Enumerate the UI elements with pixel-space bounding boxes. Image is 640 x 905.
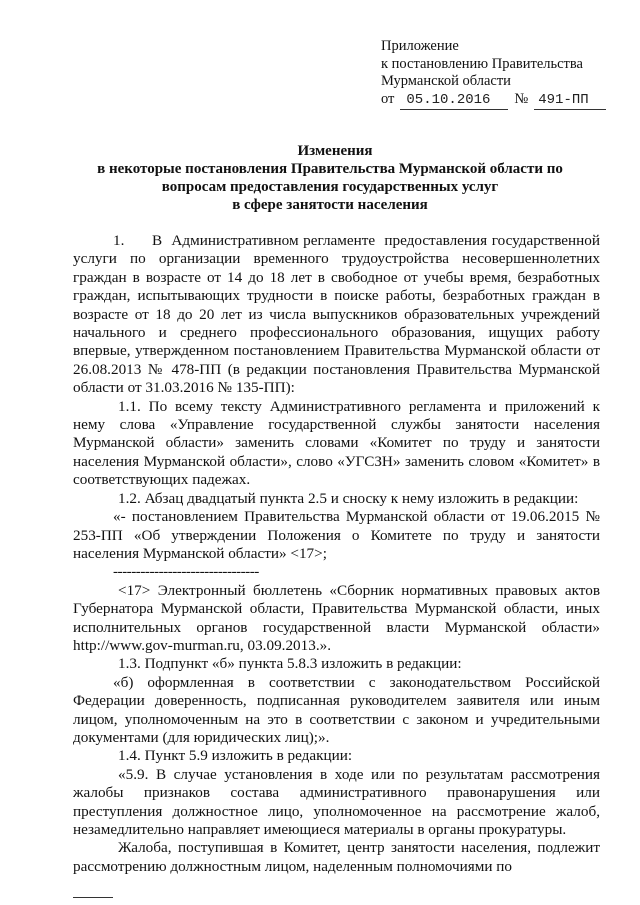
paragraph-1: 1. В Административном регламенте предоставления государственной услуги по организации временного трудоустройства несовершеннолетних граждан в возрасте от 14 до 18 лет в свободное от учебы время, безработных граждан, испытывающих трудности в поиске работы, безработных граждан в возрасте от 18 до 20 лет из числа выпускников образовательных учреждений начального и среднего профессионального образования, ищущих работу впервые, утвержденном постановлением Правительства Мурманской области от 26.08.2013 № 478-ПП (в редакции постановления Правительства Мурманской области от 31.03.2016 № 135-ПП): — [73, 232, 604, 397]
paragraph-1-4: 1.4. Пункт 5.9 изложить в редакции: — [118, 747, 353, 765]
paragraph-quote-5-9: «5.9. В случае установления в ходе или по результатам рассмотрения жалобы признаков состава административного правонарушения или преступления должностное лицо, уполномоченное на рассмотрение жалоб, незамедлительно направляет имеющиеся материалы в органы прокуратуры. — [73, 765, 600, 838]
region-name: Мурманской области — [381, 73, 511, 89]
resolution-number: 491-ПП — [534, 92, 606, 111]
appendix-header — [381, 38, 611, 110]
paragraph-1-1: 1.1. По всему тексту Административного регламента и приложений к нему слова «Управление государственной службы занятости населения Мурманской области» заменить словами «Комитет по труду и занятости населения Мурманской области», слово «УГСЗН» заменить словом «Комитет» в соответствующих падежах. — [73, 397, 600, 489]
title-line-2: в некоторые постановления Правительства Мурманской области по — [97, 161, 563, 177]
page-bottom-rule — [73, 897, 113, 898]
paragraph-1-2: 1.2. Абзац двадцатый пункта 2.5 и сноску к нему изложить в редакции: — [118, 489, 579, 507]
paragraph-quote-b: «б) оформленная в соответствии с законодательством Российской Федерации доверенность, подписанная руководителем заявителя или иным лицом, уполномоченным на это в соответствии с законом и учредительными документами (для юридических лиц);». — [73, 673, 600, 746]
from-label: от — [381, 90, 395, 107]
paragraph-complaint: Жалоба, поступившая в Комитет, центр занятости населения, подлежит рассмотрению должностным лицом, наделенным полномочиями по — [73, 839, 600, 875]
resolution-date: 05.10.2016 — [400, 92, 508, 111]
resolution-reference: к постановлению Правительства — [381, 55, 583, 72]
title-line-4: в сфере занятости населения — [232, 197, 428, 213]
resolution-date-line — [381, 91, 611, 111]
title-line-3: вопросам предоставления государственных услуг — [161, 179, 499, 195]
document-body — [73, 232, 604, 876]
title-line-1: Изменения — [297, 143, 373, 159]
document-title — [80, 142, 580, 214]
footnote-separator: -------------------------------- — [113, 563, 259, 581]
footnote-17: <17> Электронный бюллетень «Сборник нормативных правовых актов Губернатора Мурманской области, Правительства Мурманской области, иных исполнительных органов государственной власти Мурманской области» http://www.gov-murman.ru, 03.09.2013.». — [73, 581, 600, 654]
paragraph-quote-1: «- постановлением Правительства Мурманской области от 19.06.2015 № 253-ПП «Об утверждении Положения о Комитете по труду и занятости населения Мурманской области» <17>; — [73, 508, 600, 562]
appendix-label: Приложение — [381, 38, 459, 54]
number-label: № — [514, 90, 529, 107]
paragraph-1-3: 1.3. Подпункт «б» пункта 5.8.3 изложить в редакции: — [118, 655, 462, 673]
